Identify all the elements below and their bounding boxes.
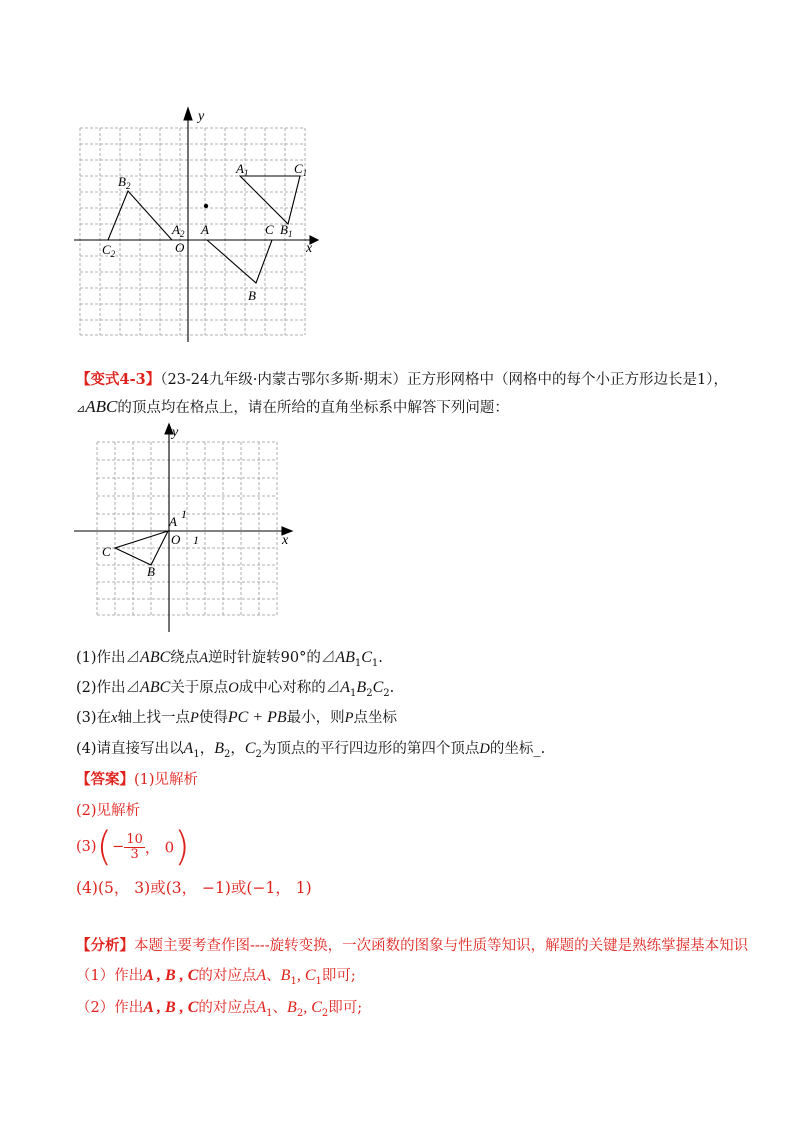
- answer-4: (4)(5， 3)或(3， −1)或(−1， 1): [76, 879, 312, 897]
- question-2: (2)作出⊿ABC关于原点O成中心对称的$⊿A_1B_2C_2$.: [76, 679, 395, 699]
- fig2-y-tick-1: 1: [181, 507, 187, 521]
- fig1-origin-label: O: [175, 240, 185, 255]
- variant-heading: 【变式4-3】（23-24九年级·内蒙古鄂尔多斯·期末）正方形网格中（网格中的每个小正方形边长是1），: [76, 371, 728, 388]
- fig1-y-axis-label: y: [198, 109, 205, 124]
- answer-1: 【答案】(1)见解析: [76, 771, 199, 788]
- question-4: (4)请直接写出以$A_1$，$B_2$，$C_2$为顶点的平行四边形的第四个顶点D的坐标_.: [76, 740, 546, 760]
- figure-1-coordinate-grid: [60, 100, 340, 350]
- fig2-label-B: B: [147, 564, 155, 579]
- analysis-part-2: （2）作出A , B , C的对应点$A_1$、$B_2$, $C_2$即可;: [76, 999, 363, 1019]
- svg-text:C1: $C_1$: [294, 161, 308, 178]
- fig2-y-axis-label: y: [172, 425, 179, 440]
- fig2-x-tick-1: 1: [193, 533, 199, 547]
- analysis-part-1: （1）作出A , B , C的对应点A、$B_1$, $C_1$即可;: [76, 967, 356, 987]
- svg-text:C2: $C_2$: [102, 242, 116, 259]
- variant-line-2: ⊿ABC的顶点均在格点上，请在所给的直角坐标系中解答下列问题：: [76, 397, 509, 416]
- fig2-label-A: A: [169, 514, 177, 529]
- fig2-label-C: C: [102, 544, 111, 559]
- answer-2: (2)见解析: [76, 803, 141, 819]
- svg-text:B2: $B_2$: [118, 174, 131, 191]
- fig2-x-axis-label: x: [282, 533, 289, 548]
- svg-text:C: C: [265, 222, 274, 237]
- svg-text:A1: $A_1$: [236, 161, 249, 178]
- svg-text:B1: $B_1$: [280, 222, 293, 239]
- question-1: (1)作出⊿ABC绕点A逆时针旋转90°的$⊿AB_1C_1$.: [76, 649, 383, 669]
- figure-2-coordinate-grid: [70, 420, 300, 635]
- analysis-intro: 【分析】本题主要考查作图----旋转变换，一次函数的图象与性质等知识，解题的关键是熟练掌握基本知识: [76, 937, 749, 954]
- svg-text:B: B: [248, 288, 256, 303]
- question-3: (3)在x轴上找一点P使得PC + PB最小，则P点坐标: [76, 709, 397, 726]
- answer-3: (3)(− $\frac{10}{3}$ ， 0): [76, 824, 190, 870]
- fig1-x-axis-label: x: [306, 241, 313, 256]
- fig2-origin-label: O: [171, 532, 181, 547]
- svg-text:A2: $A_2$: [172, 222, 185, 239]
- svg-text:A: A: [201, 222, 209, 237]
